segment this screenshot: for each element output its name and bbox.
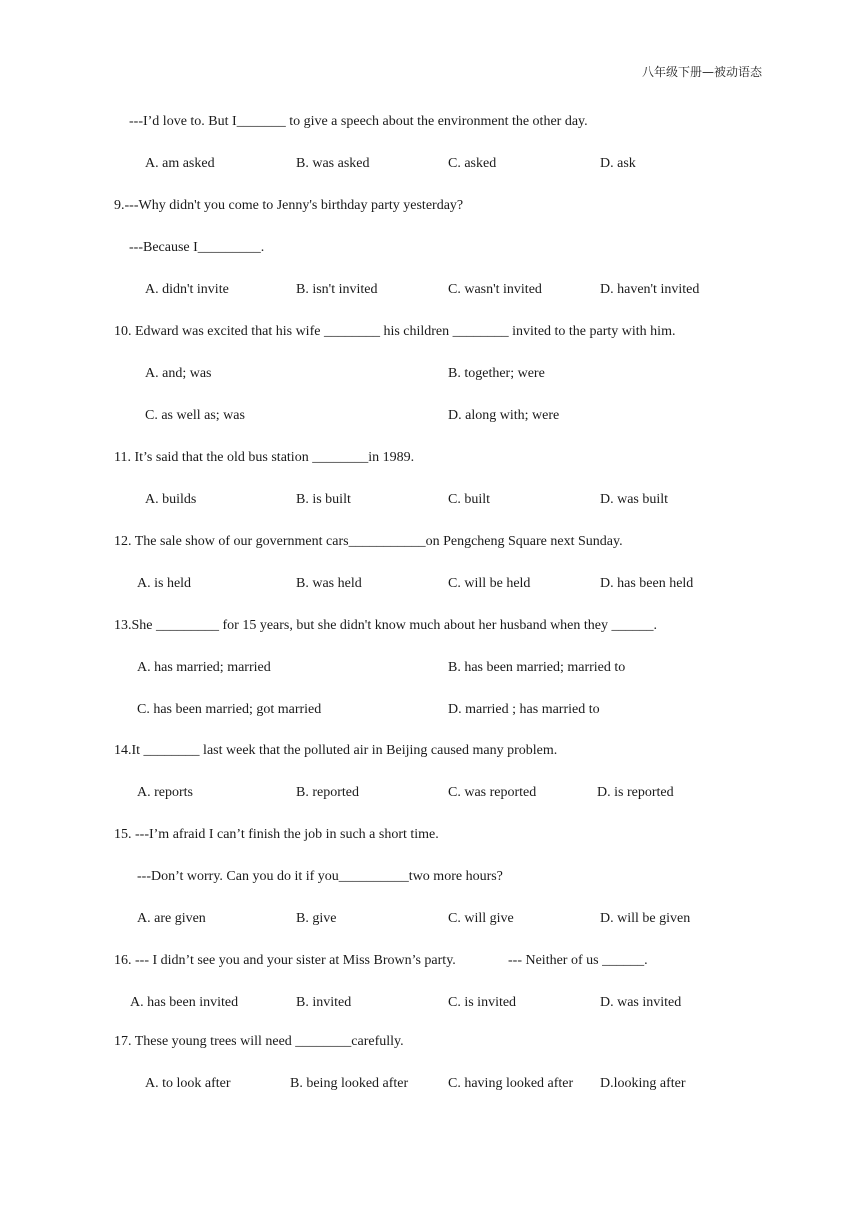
q8-option-b: B. was asked	[296, 156, 370, 171]
q17-question: 17. These young trees will need ________carefully.	[114, 1034, 404, 1049]
q16-reply: --- Neither of us ______.	[508, 953, 648, 968]
q12-option-c: C. will be held	[448, 576, 531, 591]
q13-option-c: C. has been married; got married	[137, 702, 322, 717]
q14-question: 14.It ________ last week that the polluted air in Beijing caused many problem.	[114, 743, 558, 758]
q15-option-c: C. will give	[448, 911, 514, 926]
q16-option-b: B. invited	[296, 995, 352, 1010]
q17-option-b: B. being looked after	[290, 1076, 409, 1091]
q13-option-a: A. has married; married	[137, 660, 271, 675]
q14-option-b: B. reported	[296, 785, 359, 800]
q11-option-b: B. is built	[296, 492, 351, 507]
q11-question: 11. It’s said that the old bus station ________in 1989.	[114, 450, 415, 465]
q15-question: 15. ---I’m afraid I can’t finish the job in such a short time.	[114, 827, 439, 842]
q17-option-c: C. having looked after	[448, 1076, 574, 1091]
q8-option-c: C. asked	[448, 156, 497, 171]
q14-option-a: A. reports	[137, 785, 193, 800]
q9-answer-line: ---Because I_________.	[129, 240, 265, 255]
q14-option-c: C. was reported	[448, 785, 537, 800]
q9-question: 9.---Why didn't you come to Jenny's birthday party yesterday?	[114, 198, 464, 213]
q10-option-a: A. and; was	[145, 366, 212, 381]
q16-question: 16. --- I didn’t see you and your sister at Miss Brown’s party.	[114, 953, 456, 968]
q12-question: 12. The sale show of our government cars___________on Pengcheng Square next Sunday.	[114, 534, 623, 549]
q16-option-a: A. has been invited	[130, 995, 239, 1010]
q12-option-d: D. has been held	[600, 576, 694, 591]
q10-option-b: B. together; were	[448, 366, 545, 381]
q13-option-d: D. married ; has married to	[448, 702, 600, 717]
q10-option-d: D. along with; were	[448, 408, 560, 423]
q15-option-d: D. will be given	[600, 911, 691, 926]
q15-option-b: B. give	[296, 911, 337, 926]
q17-option-d: D.looking after	[600, 1076, 686, 1091]
q13-option-b: B. has been married; married to	[448, 660, 626, 675]
q11-option-a: A. builds	[145, 492, 197, 507]
q17-option-a: A. to look after	[145, 1076, 231, 1091]
q9-option-b: B. isn't invited	[296, 282, 378, 297]
q8-option-d: D. ask	[600, 156, 636, 171]
q9-option-a: A. didn't invite	[145, 282, 229, 297]
q12-option-a: A. is held	[137, 576, 192, 591]
q9-option-d: D. haven't invited	[600, 282, 700, 297]
q15-option-a: A. are given	[137, 911, 206, 926]
q16-option-c: C. is invited	[448, 995, 517, 1010]
q10-question: 10. Edward was excited that his wife ________ his children ________ invited to the party with him.	[114, 324, 676, 339]
q11-option-d: D. was built	[600, 492, 669, 507]
q10-option-c: C. as well as; was	[145, 408, 245, 423]
q11-option-c: C. built	[448, 492, 491, 507]
q16-option-d: D. was invited	[600, 995, 682, 1010]
q8-answer-line: ---I’d love to. But I_______ to give a speech about the environment the other day.	[129, 114, 588, 129]
q15-answer-line: ---Don’t worry. Can you do it if you__________two more hours?	[137, 869, 503, 884]
q13-question: 13.She _________ for 15 years, but she didn't know much about her husband when they ______.	[114, 618, 657, 633]
q8-option-a: A. am asked	[145, 156, 215, 171]
page-header: 八年级下册—被动语态	[641, 65, 762, 79]
q12-option-b: B. was held	[296, 576, 362, 591]
q14-option-d: D. is reported	[597, 785, 674, 800]
q9-option-c: C. wasn't invited	[448, 282, 542, 297]
